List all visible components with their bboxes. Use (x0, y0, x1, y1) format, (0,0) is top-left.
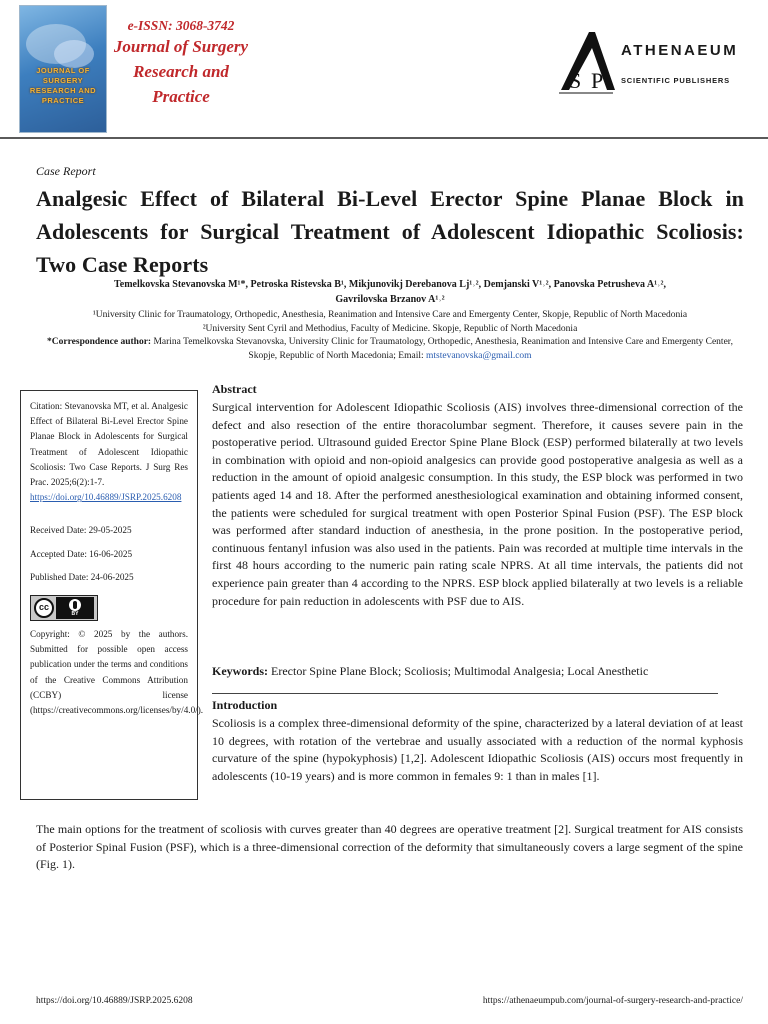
authors-line2: Gavrilovska Brzanov A¹˒² (335, 294, 445, 305)
abstract-text: Surgical intervention for Adolescent Idiopathic Scoliosis (AIS) involves three-dimensional correction of the defect and also resection of the entire thoracolumbar segment. Therefore, it causes severe pain in the postoperative period. Ultrasound guided Erector Spine Plane Block (ESP) performed bilaterally at two levels in combination with opioid and non-opioid analgesics can provide good postoperative analgesia as well as a reduction in the amount of opioid analgesic consumption. In this study, the ESP block was performed in two patients aged 14 and 18. After the performed anesthesiological examination and obtaining informed consent, the patients were scheduled for surgical treatment with open Posterior Spinal Fusion (PSF). The ESP block was performed after standard induction of anesthesia, in the prone position. In the postoperative period, continuous fentanyl infusion was also used in the patients. Pain was recorded at multiple time intervals in the first 48 hours according to the numeric pain rating scale NPRS. At all time intervals, the patients did not experience pain greater than 4 according to the NPRS. ESP block applied bilaterally at two levels is a reliable procedure for pain reduction in adolescents with PSF due to AIS. (212, 400, 743, 608)
section-divider (212, 693, 718, 694)
keywords (212, 663, 743, 680)
issn: e-ISSN: 3068-3742 (127, 18, 235, 33)
affiliations (36, 309, 744, 363)
article-info-box (20, 390, 204, 800)
by-label: BY (71, 611, 79, 618)
correspondence-label: *Correspondence author: (47, 337, 152, 347)
authors-line1: Temelkovska Stevanovska M¹*, Petroska Ristevska B¹, Mikjunovikj Derebanova Lj¹˒², Demjanski V¹˒², Panovska Petrusheva A¹˒², (114, 279, 666, 290)
correspondence (36, 336, 744, 363)
article-dates (30, 523, 188, 585)
article-title: Analgesic Effect of Bilateral Bi-Level Erector Spine Planae Block in Adolescents for Surgical Treatment of Adolescent Idiopathic Scoliosis: Two Case Reports (36, 186, 744, 277)
svg-text:S: S (569, 68, 582, 93)
journal-name-line1: Journal of Surgery (113, 37, 249, 56)
journal-cover-image (19, 5, 107, 133)
person-icon (69, 599, 81, 611)
header-divider (0, 137, 768, 139)
article-type: Case Report (36, 164, 96, 178)
affiliation-2: ²University Sent Cyril and Methodius, Faculty of Medicine. Skopje, Republic of North Macedonia (202, 323, 578, 334)
correspondence-email-link[interactable]: mtstevanovska@gmail.com (425, 350, 532, 361)
footer-journal-url: https://athenaeumpub.com/journal-of-surgery-research-and-practice/ (482, 996, 743, 1006)
affiliation-1: ¹University Clinic for Traumatology, Orthopedic, Anesthesia, Reanimation and Intensive Care and Emergenty Center, Skopje, Republic of North Macedonia (92, 310, 688, 320)
correspondence-text: Marina Temelkovska Stevanovska, University Clinic for Traumatology, Orthopedic, Anesthesia, Reanimation and Intensive Care and Emergenty Center, Skopje, Republic of North Macedonia; Email: (151, 337, 733, 361)
journal-name-line2: Research and (133, 62, 229, 81)
creative-commons-icon: cc (34, 598, 54, 618)
publisher-subtitle: SCIENTIFIC PUBLISHERS (621, 76, 730, 85)
doi-link[interactable]: https://doi.org/10.46889/JSRP.2025.6208 (30, 492, 182, 503)
introduction-paragraph-2: The main options for the treatment of scoliosis with curves greater than 40 degrees are operative treatment [2]. Surgical treatment for AIS consists of Posterior Spinal Fusion (PSF), which is a three-dimensional correction of the deformity that simultaneously covers a large segment of the spine (Fig. 1). (36, 822, 743, 872)
accepted-date: Accepted Date: 16-06-2025 (30, 548, 133, 559)
publisher-logo (555, 28, 755, 98)
publisher-name: ATHENAEUM (621, 42, 739, 59)
introduction-heading: Introduction (212, 698, 278, 712)
svg-text:P: P (591, 68, 604, 93)
cover-art-shape (54, 40, 94, 68)
copyright-text: Copyright: © 2025 by the authors. Submitted for possible open access publication under the terms and conditions of the Creative Commons Attribution (CCBY) license (https://creativecommons.org/licenses/by/4.0/). (30, 629, 204, 716)
keywords-label: Keywords: (212, 664, 268, 678)
author-list (36, 277, 744, 307)
attribution-icon (56, 597, 94, 619)
footer-doi: https://doi.org/10.46889/JSRP.2025.6208 (36, 996, 193, 1006)
received-date: Received Date: 29-05-2025 (30, 525, 132, 536)
athenaeum-logo-icon (555, 28, 617, 96)
published-date: Published Date: 24-06-2025 (30, 571, 134, 582)
journal-name-line3: Practice (152, 87, 210, 106)
journal-branding (110, 18, 252, 109)
abstract-heading: Abstract (212, 382, 257, 396)
citation-text: Citation: Stevanovska MT, et al. Analgesic Effect of Bilateral Bi-Level Erector Spine Planae Block in Adolescents for Surgical Treatment of Adolescent Idiopathic Scoliosis: Two Case Reports. J Surg Res Prac. 2025;6(2):1-7. (30, 401, 188, 488)
cover-title: JOURNAL OF SURGERY RESEARCH AND PRACTICE (29, 66, 97, 105)
keywords-list: Erector Spine Plane Block; Scoliosis; Multimodal Analgesia; Local Anesthetic (268, 664, 649, 678)
cc-by-license-badge (30, 595, 98, 621)
introduction-paragraph-1: Scoliosis is a complex three-dimensional deformity of the spine, characterized by a lateral deviation of at least 10 degrees, with rotation of the vertebrae and usually associated with a reduction of the normal kyphosis curvature of the spine (hypokyphosis) [1,2]. Adolescent Idiopathic Scoliosis (AIS) occurs most frequently in adolescents (10-19 years) and is more common in females 9: 1 than in males [1]. (212, 716, 743, 783)
